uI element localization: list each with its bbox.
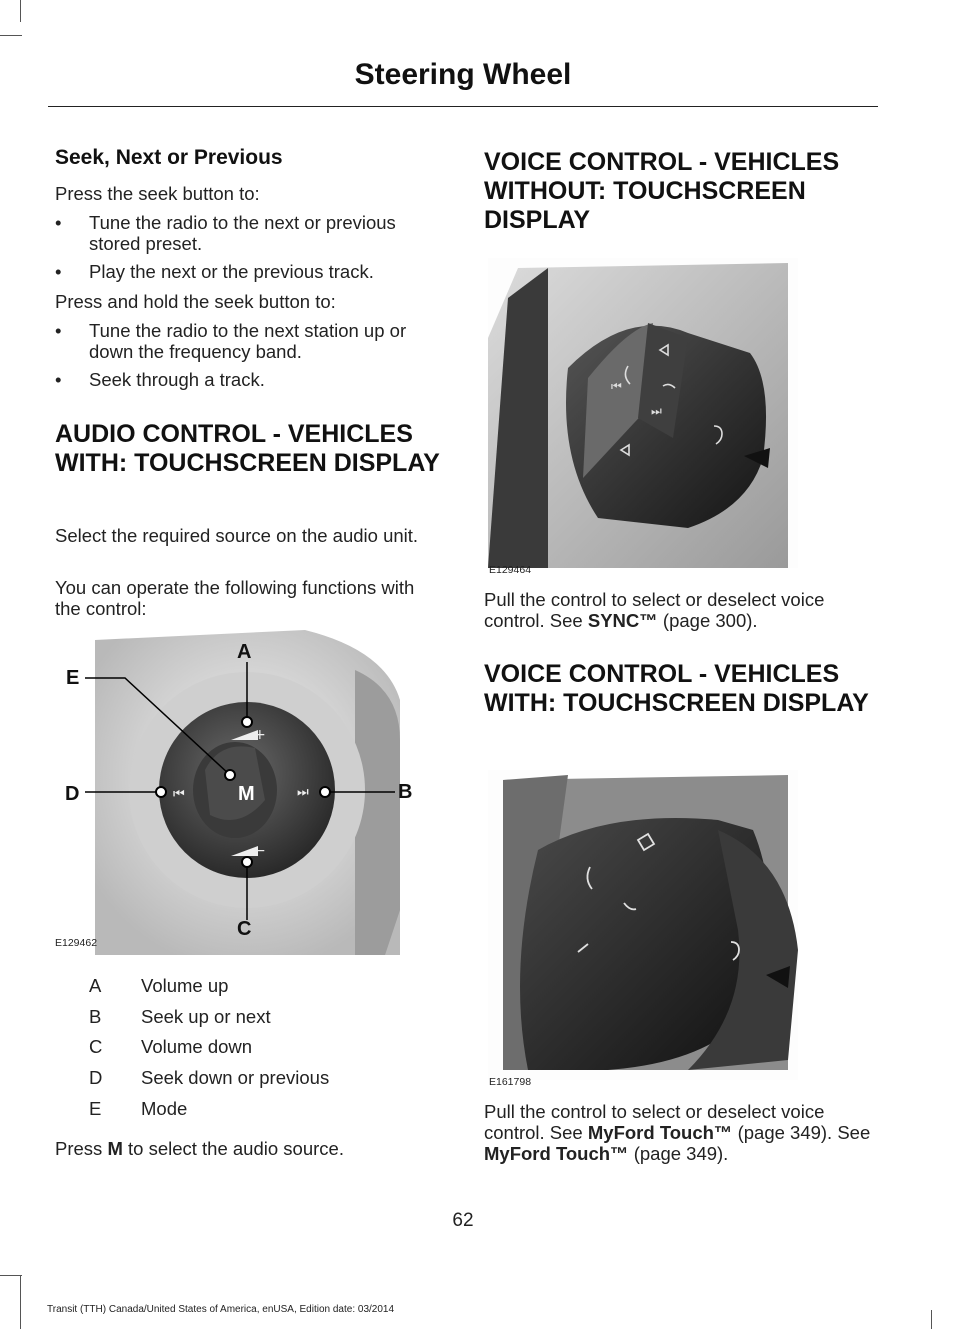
callout-d: D [65,783,80,805]
pull-voice-touch-text: Pull the control to select or deselect voice control. See MyFord Touch™ (page 349). See MyFord Touch™ (page 349). [484,1101,871,1164]
title-rule [48,106,878,107]
audio-control-figure [55,630,450,955]
crop-mark [0,35,22,36]
svg-text:−: − [254,843,266,859]
bullet-dot: • [55,320,62,341]
pull-voice-text: Pull the control to select or deselect voice control. See SYNC™ (page 300). [484,589,825,631]
page-title: Steering Wheel [354,58,572,91]
callout-b: B [398,781,413,803]
footer-text: Transit (TTH) Canada/United States of America, enUSA, Edition date: 03/2014 [47,1304,395,1315]
voice-control-with-heading: VOICE CONTROL - VEHICLES WITH: TOUCHSCREEN DISPLAY [484,660,869,717]
bullet-dot: • [55,261,62,282]
seek-previous-icon: ⏮ [611,379,622,393]
hold-intro: Press and hold the seek button to: [55,291,336,312]
crop-mark [0,1275,22,1276]
bullet-dot: • [55,212,62,233]
figure-code: E129464 [489,564,532,576]
mode-m-glyph: M [238,783,255,805]
callout-c: C [237,918,252,940]
crop-mark [20,1275,21,1329]
figure-code: E161798 [489,1076,532,1088]
press-m-text: Press M to select the audio source. [55,1138,344,1159]
page-number: 62 [452,1210,474,1231]
bullet-dot: • [55,369,62,390]
voice-control-touchscreen-figure [488,770,798,1080]
callout-e: E [66,667,80,689]
seek-previous-icon: ⏮ [173,787,185,802]
seek-next-icon: ⏭ [297,785,309,800]
audio-control-heading: AUDIO CONTROL - VEHICLES WITH: TOUCHSCREEN DISPLAY [55,420,440,477]
figure-code: E129462 [55,937,98,949]
crop-mark [931,1310,932,1329]
voice-control-without-heading: VOICE CONTROL - VEHICLES WITHOUT: TOUCHSCREEN DISPLAY [484,148,840,234]
press-intro: Press the seek button to: [55,183,260,204]
voice-control-figure [488,258,798,568]
operate-functions-text: You can operate the following functions with the control: [55,577,415,619]
svg-text:+: + [254,727,266,743]
crop-mark [20,0,21,22]
seek-heading: Seek, Next or Previous [55,146,283,169]
select-source-text: Select the required source on the audio unit. [55,525,419,546]
seek-next-icon: ⏭ [651,404,662,418]
callout-a: A [237,641,252,663]
